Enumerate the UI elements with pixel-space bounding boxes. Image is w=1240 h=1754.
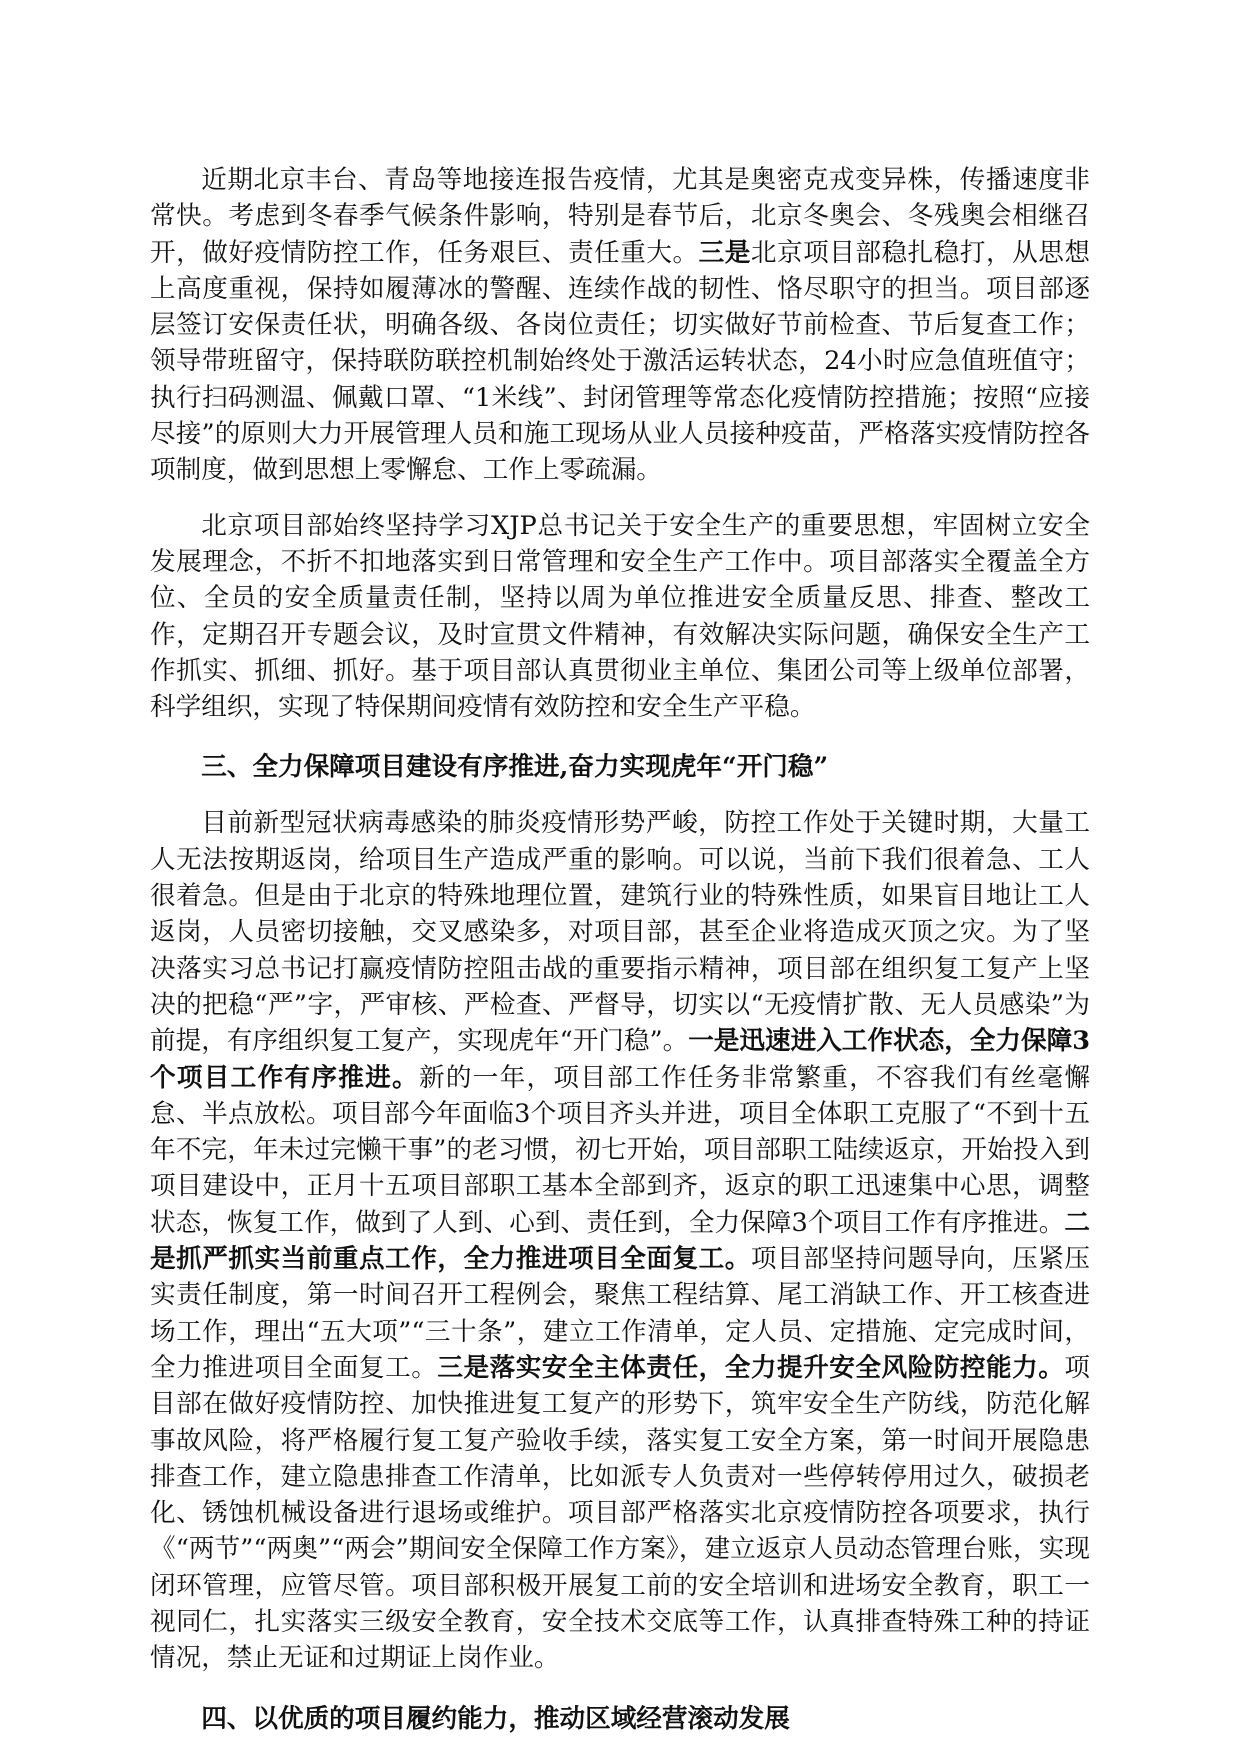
text-segment: 项目部坚持问题导向，压紧压实责任制度，第一时间召开工程例会，聚焦工程结算、尾工消缺工作、开工核查进场工作，理出“五大项”“三十条”，建立工作清单，定人员、定措施、定完成时间，全力推进项目全面复工。 — [150, 1244, 1090, 1383]
text-segment: 新的一年，项目部工作任务非常繁重，不容我们有丝毫懈怠、半点放松。项目部今年面临3个项目齐头并进，项目全体职工克服了“不到十五年不完，年未过完懒干事”的老习惯，初七开始，项目部职工陆续返京，开始投入到项目建设中，正月十五项目部职工基本全部到齐，返京的职工迅速集中心思，调整状态，恢复工作，做到了人到、心到、责任到，全力保障3个项目工作有序推进。 — [150, 1062, 1090, 1238]
paragraph-safety-production — [150, 508, 1090, 726]
document-body — [150, 162, 1090, 1737]
bold-lead-text: 一是迅速进入工作状态，全力保障3个项目工作有序推进。 — [150, 1026, 1090, 1093]
text-segment: 近期北京丰台、青岛等地接连报告疫情，尤其是奥密克戎变异株，传播速度非常快。考虑到冬春季气候条件影响，特别是春节后，北京冬奥会、冬残奥会相继召开，做好疫情防控工作，任务艰巨、责任重大。 — [150, 165, 1090, 268]
text-segment: 北京项目部始终坚持学习XJP总书记关于安全生产的重要思想，牢固树立安全发展理念，不折不扣地落实到日常管理和安全生产工作中。项目部落实全覆盖全方位、全员的安全质量责任制，坚持以周为单位推进安全质量反思、排查、整改工作，定期召开专题会议，及时宣贯文件精神，有效解决实际问题，确保安全生产工作抓实、抓细、抓好。基于项目部认真贯彻业主单位、集团公司等上级单位部署，科学组织，实现了特保期间疫情有效防控和安全生产平稳。 — [150, 510, 1090, 723]
text-segment: 北京项目部稳扎稳打，从思想上高度重视，保持如履薄冰的警醒、连续作战的韧性、恪尽职守的担当。项目部逐层签订安保责任状，明确各级、各岗位责任；切实做好节前检查、节后复查工作；领导带班留守，保持联防联控机制始终处于激活运转状态，24小时应急值班值守；执行扫码测温、佩戴口罩、“1米线”、封闭管理等常态化疫情防控措施；按照“应接尽接”的原则大力开展管理人员和施工现场从业人员接种疫苗，严格落实疫情防控各项制度，做到思想上零懈怠、工作上零疏漏。 — [150, 237, 1090, 486]
paragraph-epidemic-control — [150, 162, 1090, 489]
bold-lead-text: 三是落实安全主体责任，全力提升安全风险防控能力。 — [437, 1352, 1065, 1383]
text-segment: 目前新型冠状病毒感染的肺炎疫情形势严峻，防控工作处于关键时期，大量工人无法按期返岗，给项目生产造成严重的影响。可以说，当前下我们很着急、工人很着急。但是由于北京的特殊地理位置，建筑行业的特殊性质，如果盲目地让工人返岗，人员密切接触，交叉感染多，对项目部，甚至企业将造成灭顶之灾。为了坚决落实习总书记打赢疫情防控阻击战的重要指示精神，项目部在组织复工复产上坚决的把稳“严”字，严审核、严检查、严督导，切实以“无疫情扩散、无人员感染”为前提，有序组织复工复产，实现虎年“开门稳”。 — [150, 808, 1090, 1057]
bold-lead-text: 二是抓严抓实当前重点工作，全力推进项目全面复工。 — [150, 1207, 1090, 1275]
bold-lead-text: 三是 — [698, 237, 751, 268]
section-heading-3: 三、全力保障项目建设有序推进,奋力实现虎年“开门稳” — [201, 752, 829, 783]
paragraph-resume-work — [150, 805, 1090, 1676]
text-segment: 项目部在做好疫情防控、加快推进复工复产的形势下，筑牢安全生产防线，防范化解事故风险，将严格履行复工复产验收手续，落实复工安全方案，第一时间开展隐患排查工作，建立隐患排查工作清单，比如派专人负责对一些停转停用过久，破损老化、锈蚀机械设备进行退场或维护。项目部严格落实北京疫情防控各项要求，执行《“两节”“两奥”“两会”期间安全保障工作方案》，建立返京人员动态管理台账，实现闭环管理，应管尽管。项目部积极开展复工前的安全培训和进场安全教育，职工一视同仁，扎实落实三级安全教育，安全技术交底等工作，认真排查特殊工种的持证情况，禁止无证和过期证上岗作业。 — [150, 1352, 1090, 1674]
section-heading-4: 四、以优质的项目履约能力，推动区域经营滚动发展 — [201, 1703, 790, 1734]
